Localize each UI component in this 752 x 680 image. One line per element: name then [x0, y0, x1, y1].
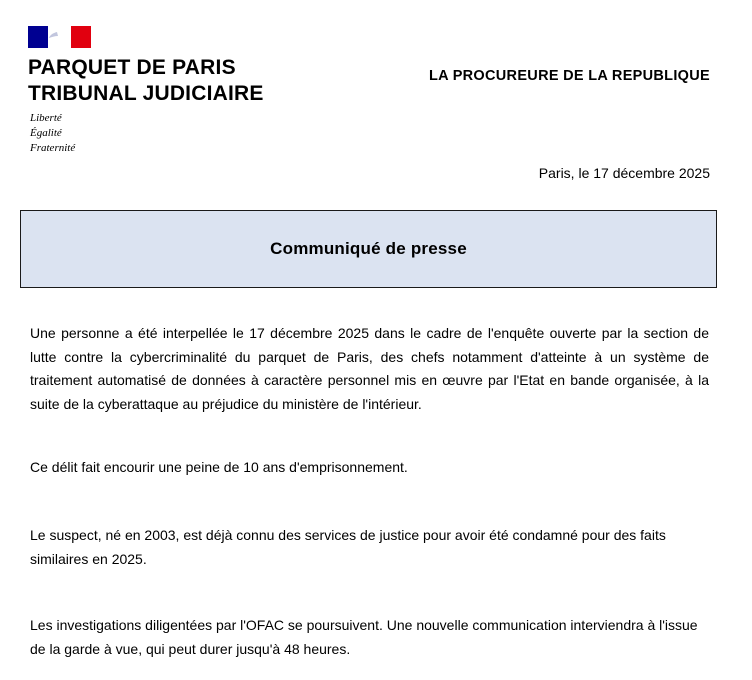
organization-name-line1: PARQUET DE PARIS [28, 56, 236, 79]
body-paragraph-penalty: Ce délit fait encourir une peine de 10 ans d'emprisonnement. [30, 459, 408, 475]
body-paragraph-suspect: Le suspect, né en 2003, est déjà connu des services de justice pour avoir été condamné pour des faits similaires en 2025. [30, 527, 666, 567]
press-release-title: Communiqué de presse [270, 239, 467, 258]
marianne-logo-icon [28, 26, 91, 48]
motto-fraternite: Fraternité [30, 142, 76, 154]
motto-liberte: Liberté [30, 112, 62, 124]
press-release-banner [20, 210, 717, 288]
body-paragraph-arrest: Une personne a été interpellée le 17 décembre 2025 dans le cadre de l'enquête ouverte par la section de lutte contre la cybercriminalité du parquet de Paris, des chefs notamment d'atteinte à un système de traitement automatisé de données à caractère personnel mis en œuvre par l'Etat en bande organisée, à la suite de la cyberattaque au préjudice du ministère de l'intérieur. [30, 325, 709, 412]
document-date: Paris, le 17 décembre 2025 [538, 165, 710, 181]
procureur-title: LA PROCUREURE DE LA REPUBLIQUE [428, 68, 710, 84]
organization-name-line2: TRIBUNAL JUDICIAIRE [28, 82, 264, 105]
motto-egalite: Égalité [30, 127, 62, 139]
body-paragraph-investigation: Les investigations diligentées par l'OFAC se poursuivent. Une nouvelle communication interviendra à l'issue de la garde à vue, qui peut durer jusqu'à 48 heures. [30, 617, 698, 657]
